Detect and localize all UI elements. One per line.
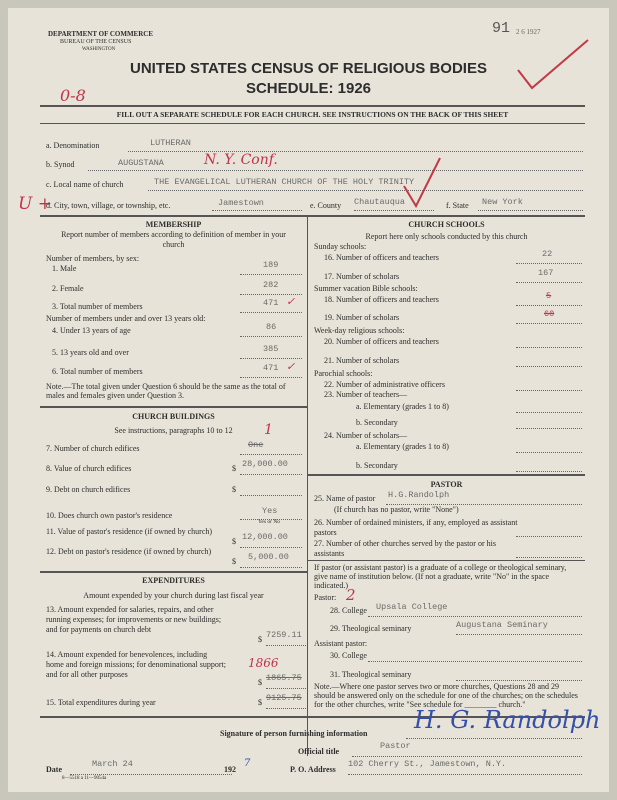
q16-value: 22 bbox=[542, 249, 553, 259]
q7-handwritten: 1 bbox=[264, 422, 273, 438]
pastor-handwritten: 2 bbox=[346, 586, 356, 604]
bureau-name: BUREAU OF THE CENSUS bbox=[60, 39, 132, 45]
vacation-label: Summer vacation Bible schools: bbox=[314, 284, 418, 293]
q2-label: 2. Female bbox=[52, 284, 84, 293]
q7-value: One bbox=[248, 440, 264, 450]
q24-label: 24. Number of scholars— bbox=[324, 431, 408, 440]
q28-label: 28. College bbox=[330, 606, 367, 615]
church-name-label: c. Local name of church bbox=[46, 180, 124, 189]
q27-label: 27. Number of other churches served by the pastor or his assistants bbox=[314, 539, 496, 558]
q14-handwritten: 1866 bbox=[248, 656, 279, 670]
q19-label: 19. Number of scholars bbox=[324, 313, 400, 322]
q16-label: 16. Number of officers and teachers bbox=[324, 253, 439, 262]
assistant-subheading: Assistant pastor: bbox=[314, 639, 368, 648]
q5-value: 385 bbox=[263, 344, 279, 354]
final-note: Note.—Where one pastor serves two or more churches, Questions 28 and 29 should be answered only on the schedule for one of the churches; on the schedules for the other churches, write "See schedule for ________ church." bbox=[314, 682, 578, 709]
county-value: Chautauqua bbox=[354, 197, 406, 207]
q7-label: 7. Number of church edifices bbox=[46, 444, 140, 453]
q25-label: 25. Name of pastor bbox=[314, 494, 376, 503]
pastor-heading: PASTOR bbox=[430, 480, 463, 489]
q23a-label: a. Elementary (grades 1 to 8) bbox=[356, 402, 449, 411]
q6-label: 6. Total number of members bbox=[52, 367, 143, 376]
q28-value: Upsala College bbox=[376, 602, 448, 612]
official-title-value: Pastor bbox=[380, 741, 411, 751]
checkmark-icon bbox=[400, 156, 444, 210]
q8-label: 8. Value of church edifices bbox=[46, 464, 132, 473]
age-intro-label: Number of members under and over 13 years old: bbox=[46, 314, 206, 323]
q14-label: 14. Amount expended for benevolences, including home and foreign missions; for denominational support; and for all other purposes bbox=[46, 650, 226, 679]
q13-label: 13. Amount expended for salaries, repairs, and other running expenses; for improvements or new buildings; and for payments on church debt bbox=[46, 605, 222, 634]
city-label: d. City, town, village, or township, etc. bbox=[46, 201, 171, 210]
q11-value: 12,000.00 bbox=[242, 532, 288, 542]
q6-value: 471 bbox=[263, 363, 279, 373]
q1-label: 1. Male bbox=[52, 264, 77, 273]
form-title: UNITED STATES CENSUS OF RELIGIOUS BODIES bbox=[130, 60, 487, 77]
q21-label: 21. Number of scholars bbox=[324, 356, 400, 365]
signature-label: Signature of person furnishing information bbox=[220, 729, 368, 738]
received-stamp-date: 2 6 1927 bbox=[516, 28, 541, 36]
checkmark-icon: ✓ bbox=[286, 295, 296, 308]
q18-value: 5 bbox=[546, 291, 552, 301]
county-label: e. County bbox=[310, 201, 342, 210]
q10-label: 10. Does church own pastor's residence bbox=[46, 511, 173, 520]
q12-label: 12. Debt on pastor's residence (if owned by church) bbox=[46, 547, 212, 556]
q23-label: 23. Number of teachers— bbox=[324, 390, 408, 399]
q15-value: 9125.75 bbox=[266, 693, 302, 703]
members-by-sex-label: Number of members, by sex: bbox=[46, 254, 140, 263]
date-value: March 24 bbox=[92, 759, 133, 769]
received-stamp-number: 91 bbox=[492, 20, 511, 37]
q15-label: 15. Total expenditures during year bbox=[46, 698, 156, 707]
city-value: Jamestown bbox=[218, 198, 264, 208]
q10-hint: Yes or No bbox=[258, 519, 281, 525]
denomination-label: a. Denomination bbox=[46, 141, 100, 150]
address-label: P. O. Address bbox=[290, 765, 336, 774]
q4-value: 86 bbox=[266, 322, 277, 332]
synod-value: AUGUSTANA bbox=[118, 158, 164, 168]
buildings-intro: See instructions, paragraphs 10 to 12 bbox=[114, 426, 233, 435]
q8-value: 28,000.00 bbox=[242, 459, 288, 469]
q11-label: 11. Value of pastor's residence (if owned by church) bbox=[46, 527, 213, 536]
buildings-heading: CHURCH BUILDINGS bbox=[132, 412, 215, 421]
instruction-line: FILL OUT A SEPARATE SCHEDULE FOR EACH CHURCH. SEE INSTRUCTIONS ON THE BACK OF THIS SHEET bbox=[116, 110, 509, 119]
department-name: DEPARTMENT OF COMMERCE bbox=[48, 30, 154, 38]
q12-value: 5,000.00 bbox=[248, 552, 289, 562]
parochial-label: Parochial schools: bbox=[314, 369, 373, 378]
state-label: f. State bbox=[446, 201, 469, 210]
q29-label: 29. Theological seminary bbox=[330, 624, 412, 633]
margin-note: 0-8 bbox=[60, 86, 86, 105]
q2-value: 282 bbox=[263, 280, 279, 290]
q10-value: Yes bbox=[262, 506, 278, 516]
q14-value: 1865.75 bbox=[266, 673, 302, 683]
q26-label: 26. Number of ordained ministers, if any, employed as assistant pastors bbox=[314, 518, 518, 537]
date-label: Date bbox=[46, 765, 62, 774]
synod-label: b. Synod bbox=[46, 160, 75, 169]
q17-label: 17. Number of scholars bbox=[324, 272, 400, 281]
q23b-label: b. Secondary bbox=[356, 418, 398, 427]
sunday-label: Sunday schools: bbox=[314, 242, 367, 251]
q17-value: 167 bbox=[538, 268, 554, 278]
membership-heading: MEMBERSHIP bbox=[145, 220, 202, 229]
official-title-label: Official title bbox=[298, 747, 340, 756]
weekday-label: Week-day religious schools: bbox=[314, 326, 405, 335]
q31-label: 31. Theological seminary bbox=[330, 670, 412, 679]
q20-label: 20. Number of officers and teachers bbox=[324, 337, 439, 346]
date-year-handwritten: 7 bbox=[244, 758, 251, 769]
q18-label: 18. Number of officers and teachers bbox=[324, 295, 439, 304]
graduate-note: If pastor (or assistant pastor) is a graduate of a college or theological seminary, give name of institution below. (If not a graduate, write "No" in the space indicated.) bbox=[314, 563, 567, 590]
schools-heading: CHURCH SCHOOLS bbox=[408, 220, 485, 229]
q30-label: 30. College bbox=[330, 651, 367, 660]
expenditures-intro: Amount expended by your church during last fiscal year bbox=[83, 591, 264, 600]
date-year: 192 bbox=[224, 765, 236, 774]
q9-label: 9. Debt on church edifices bbox=[46, 485, 131, 494]
q24b-label: b. Secondary bbox=[356, 461, 398, 470]
form-number: 8—5518 a 11—9054a bbox=[62, 776, 107, 781]
state-value: New York bbox=[482, 197, 523, 207]
schools-intro: Report here only schools conducted by this church bbox=[365, 232, 528, 241]
membership-note: Note.—The total given under Question 6 should be the same as the total of males and females given under Question 3. bbox=[46, 382, 286, 400]
schedule-title: SCHEDULE: 1926 bbox=[245, 80, 372, 97]
denomination-value: LUTHERAN bbox=[150, 138, 191, 148]
q19-value: 60 bbox=[544, 309, 555, 319]
pastor-subheading: Pastor: bbox=[314, 593, 337, 602]
q4-label: 4. Under 13 years of age bbox=[52, 326, 131, 335]
q5-label: 5. 13 years old and over bbox=[52, 348, 129, 357]
checkmark-icon: ✓ bbox=[286, 360, 296, 373]
q29-value: Augustana Seminary bbox=[456, 620, 548, 630]
address-value: 102 Cherry St., Jamestown, N.Y. bbox=[348, 759, 507, 769]
q25-value: H.G.Randolph bbox=[388, 490, 450, 500]
q3-label: 3. Total number of members bbox=[52, 302, 143, 311]
membership-intro: Report number of members according to definition of member in your church bbox=[61, 230, 286, 249]
census-schedule-form: DEPARTMENT OF COMMERCE BUREAU OF THE CENSUS WASHINGTON 91 2 6 1927 0-8 UNITED STATES CENSUS OF RELIGIOUS BODIES SCHEDULE: 1926 FILL OUT A SEPARATE SCHEDULE FOR EACH CHURCH. SEE INSTRUCTIONS ON THE BACK OF THIS SHEET a. Denomination LUTHERAN b. Synod AUGUSTANA N. Y. Conf. c. Local name of church THE EVANGELICAL LUTHERAN CHURCH OF THE HOLY TRINITY U + d. City, town, village, or township, etc. Jamestown e. County Chautauqua f. State New York MEMBERSHIP Report number of members according to definition of member in your church Number of members, by sex: 1. Male 189 2. Female 282 3. Total number of members 471 ✓ Number of members under and over 13 years old: 4. Under 13 years of age 86 5. 13 years old and over 385 6. Total number of members 471 ✓ Note.—The total given under Question 6 should be the same as the total of males and females given under Question 3. CHURCH BUILDINGS See instructions, paragraphs 10 to 12 1 7. Number of church edifices One 8. Value of church edifices $ 28,000.00 9. Debt on church edifices $ 10. Does church own pastor's residence Yes Yes or No 11. Value of pastor's residence (if owned by church) $ 12,000.00 12. Debt on pastor's residence (if owned by church) $ 5,000.00 EXPENDITURES Amount expended by your church during last fiscal year 13. Amount expended for salaries, repairs, and other running expenses; for improvements or new buildings; and for payments on church debt $ 7259.11 14. Amount expended for benevolences, including home and foreign missions; for denominational support; and for all other purposes 1866 $ 1865.75 15. Total expenditures during year $ 9125.75 CHURCH SCHOOLS Report here only schools conducted by this church Sunday schools: 16. Number of officers and teachers 22 17. Number of scholars 167 Summer vacation Bible schools: 18. Number of officers and teachers 5 19. Number of scholars 60 Week-day religious schools: 20. Number of officers and teachers 21. Number of scholars Parochial schools: 22. Number of administrative officers 23. Number of teachers— a. Elementary (grades 1 to 8) b. Secondary 24. Number of scholars— a. Elementary (grades 1 to 8) b. Secondary PASTOR 25. Name of pastor H.G.Randolph (If church has no pastor, write "None") 26. Number of ordained ministers, if any, employed as assistant pastors 27. Number of other churches served by the pastor or his assistants If pastor (or assistant pastor) is a graduate of a college or theological seminary, give name of institution below. (If not a graduate, write "No" in the space indicated.) Pastor: 2 28. College Upsala College 29. Theological seminary Augustana Seminary Assistant pastor: 30. College 31. Theological seminary Note.—Where one pastor serves two or more churches, Questions 28 and 29 should be answered only on the schedule for one of the churches; on the schedules for the other churches, write "See schedule for ________ church." Signature of person furnishing information H. G. Randolph Official title Pastor Date March 24 192 7 P. O. Address 102 Cherry St., Jamestown, N.Y. 8—5518 a 11—9054a bbox=[8, 8, 609, 792]
signature-value: H. G. Randolph bbox=[414, 706, 601, 734]
side-mark: U + bbox=[18, 194, 52, 214]
synod-handwritten: N. Y. Conf. bbox=[204, 152, 278, 168]
q3-value: 471 bbox=[263, 298, 279, 308]
church-name-value: THE EVANGELICAL LUTHERAN CHURCH OF THE HOLY TRINITY bbox=[154, 177, 415, 187]
q1-value: 189 bbox=[263, 260, 279, 270]
q24a-label: a. Elementary (grades 1 to 8) bbox=[356, 442, 449, 451]
expenditures-heading: EXPENDITURES bbox=[142, 576, 205, 585]
q25-hint: (If church has no pastor, write "None") bbox=[334, 505, 459, 514]
q22-label: 22. Number of administrative officers bbox=[324, 380, 445, 389]
q13-value: 7259.11 bbox=[266, 630, 302, 640]
city-name: WASHINGTON bbox=[82, 47, 116, 52]
